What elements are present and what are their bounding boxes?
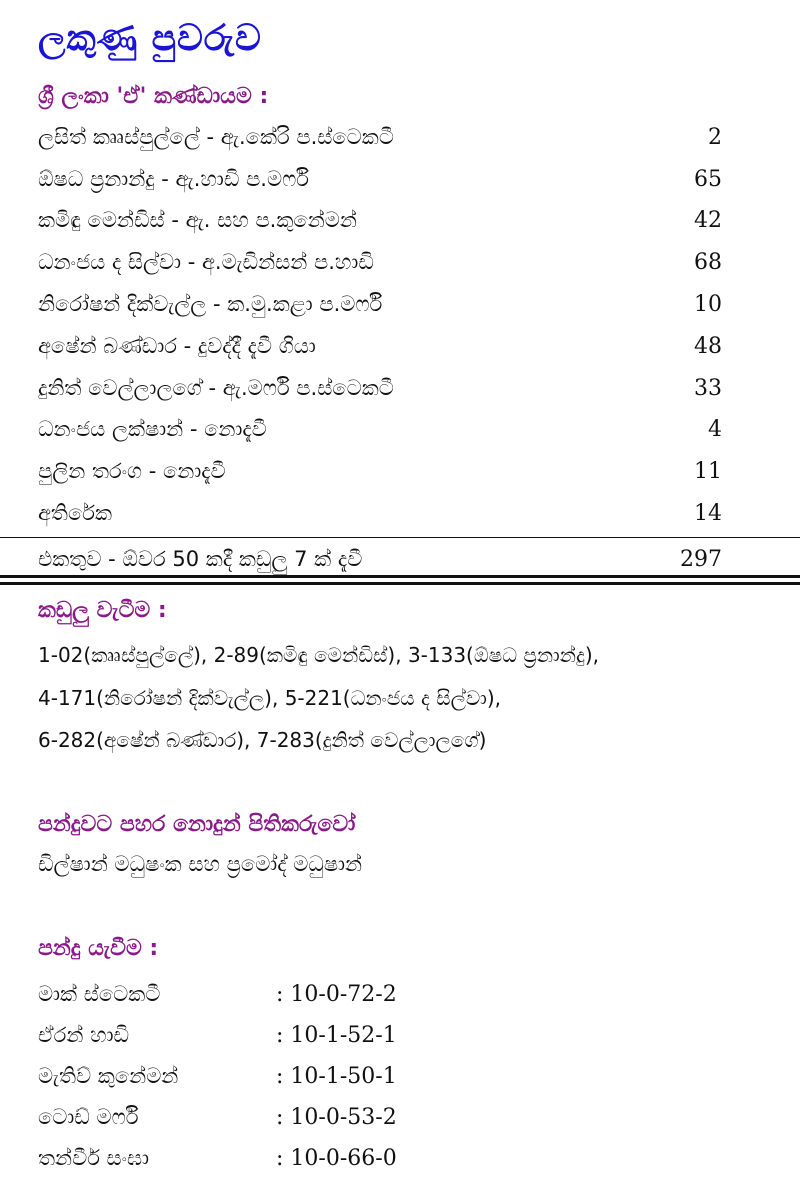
batter-name: ලසිත් කෲස්පුල්ලේ - ඇ.කේරි ප.ස්ටෙකටී	[38, 124, 394, 149]
bowling-row	[38, 1017, 558, 1053]
bowler-figures: : 10-1-50-1	[276, 1063, 397, 1089]
batter-runs: 33	[694, 375, 722, 401]
bowling-row	[38, 976, 558, 1012]
bowler-figures: : 10-0-72-2	[276, 981, 397, 1007]
batting-row	[38, 120, 722, 154]
batter-runs: 48	[694, 333, 722, 359]
batting-row	[38, 245, 722, 279]
batter-runs: 68	[694, 249, 722, 275]
total-row	[38, 542, 722, 576]
bowler-figures: : 10-1-52-1	[276, 1022, 397, 1048]
bowler-name: තන්වීර් සංඝා	[38, 1145, 150, 1170]
batter-name: ඕෂධ ප්‍රනාන්දු - ඇ.හාඩි ප.මර්ෆි	[38, 166, 309, 191]
batter-name: නිරෝෂන් දික්වැල්ල - ක.මු.කළා ප.මර්ෆි	[38, 291, 383, 316]
bowler-figures: : 10-0-66-0	[276, 1145, 397, 1171]
total-label: එකතුව - ඕවර 50 කදී කඩුලු 7 ක් දැවී	[38, 546, 363, 571]
bowling-row	[38, 1140, 558, 1176]
batter-name: ධනංජය ලක්ෂාන් - නොදැවී	[38, 416, 267, 441]
extras-row	[38, 496, 722, 530]
batting-row	[38, 287, 722, 321]
divider	[0, 582, 800, 585]
batter-runs: 42	[694, 207, 722, 233]
bowling-heading: පන්දු යැවීම :	[38, 936, 159, 961]
did-not-bat-text: ඩිල්ෂාන් මධුෂංක සහ ප්‍රමෝද් මධුෂාන්	[38, 852, 363, 876]
divider	[0, 575, 800, 578]
total-runs: 297	[680, 546, 722, 572]
batting-row	[38, 454, 722, 488]
bowler-name: මාක් ස්ටෙකටී	[38, 981, 161, 1006]
batter-name: පුලින තරංග - නොදැවී	[38, 458, 226, 483]
bowling-row	[38, 1058, 558, 1094]
batter-runs: 2	[708, 124, 722, 150]
batting-row	[38, 329, 722, 363]
extras-runs: 14	[694, 500, 722, 526]
fall-of-wickets-line: 6-282(අෂේන් බණ්ඩාර), 7-283(දුනිත් වෙල්ලාලගේ)	[38, 728, 487, 752]
bowling-row	[38, 1099, 558, 1135]
batter-name: දුනිත් වෙල්ලාලගේ - ඇ.මර්ෆි ප.ස්ටෙකටී	[38, 375, 394, 400]
batter-name: කමිඳු මෙන්ඩිස් - ඇ. සහ ප.කුනේමන්	[38, 207, 357, 232]
batting-row	[38, 162, 722, 196]
batter-runs: 4	[708, 416, 722, 442]
batter-runs: 11	[694, 458, 722, 484]
batter-runs: 65	[694, 166, 722, 192]
batter-runs: 10	[694, 291, 722, 317]
bowler-figures: : 10-0-53-2	[276, 1104, 397, 1130]
fall-of-wickets-heading: කඩුලු වැටීම :	[38, 598, 167, 623]
page-title: ලකුණු පුවරුව	[38, 18, 262, 59]
bowler-name: ටොඩ් මර්ෆි	[38, 1104, 139, 1129]
bowler-name: ඒරන් හාඩි	[38, 1022, 130, 1047]
batting-row	[38, 371, 722, 405]
extras-label: අතිරේක	[38, 500, 113, 525]
bowler-name: මැතිව් කුනේමන්	[38, 1063, 179, 1088]
batting-row	[38, 203, 722, 237]
batter-name: අෂේන් බණ්ඩාර - දුවද්දී දැවී ගියා	[38, 333, 316, 358]
team-heading: ශ්‍රී ලංකා 'ඒ' කණ්ඩායම :	[38, 84, 269, 109]
divider	[0, 537, 800, 538]
did-not-bat-heading: පන්දුවට පහර නොදුන් පිතිකරුවෝ	[38, 812, 356, 837]
fall-of-wickets-line: 1-02(කෲස්පුල්ලේ), 2-89(කමිඳු මෙන්ඩිස්), 3-133(ඕෂධ ප්‍රනාන්දු),	[38, 643, 600, 667]
batter-name: ධනංජය ද සිල්වා - අ.මැඩින්සන් ප.හාඩි	[38, 249, 374, 274]
fall-of-wickets-line: 4-171(නිරෝෂන් දික්වැල්ල), 5-221(ධනංජය ද සිල්වා),	[38, 686, 502, 710]
batting-row	[38, 412, 722, 446]
